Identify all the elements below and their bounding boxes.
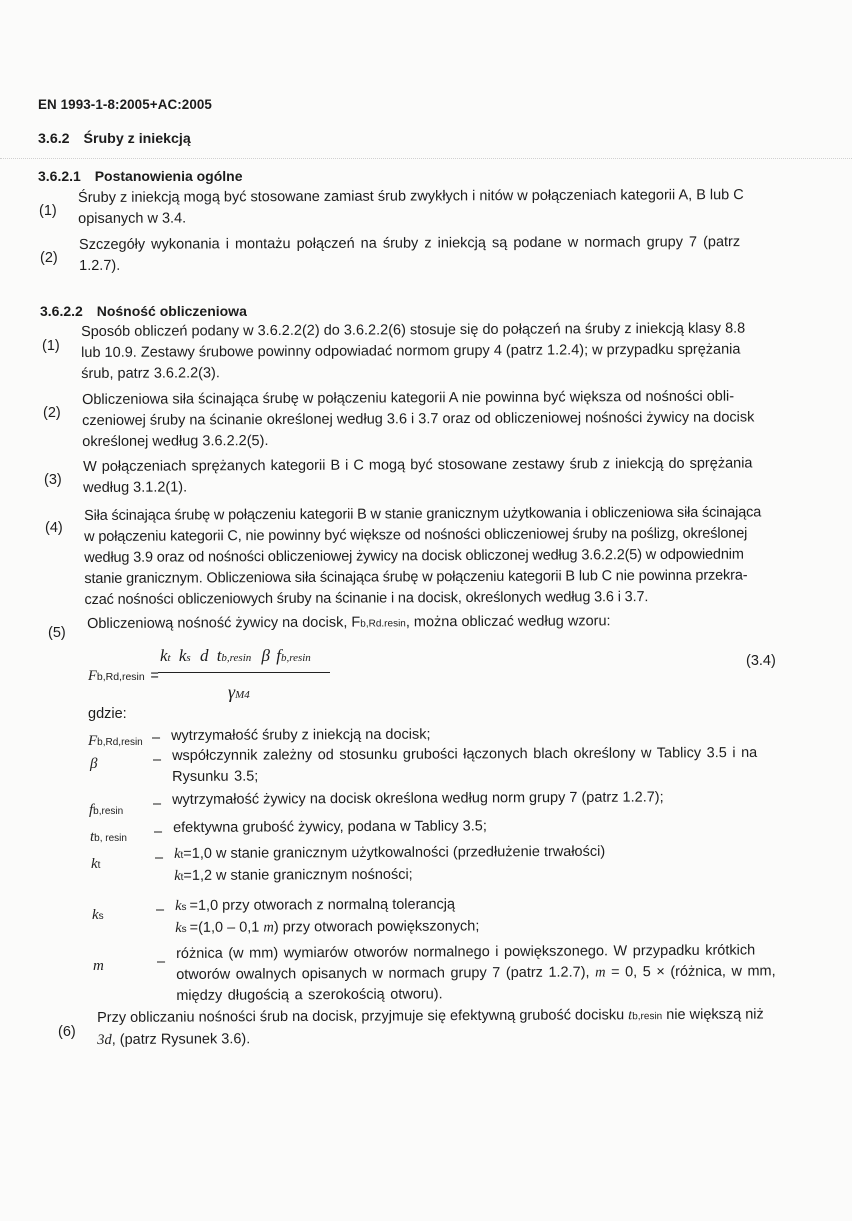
item-number: (1) xyxy=(39,203,57,219)
paragraph xyxy=(78,185,744,230)
definition-row: tb, resin xyxy=(90,829,127,845)
paragraph: Przy obliczaniu nośności śrub na docisk, przyjmuje się efektywną grubość docisku tb,resin nie większą niż 3d, (patrz Rysunek 3.6). xyxy=(97,1006,764,1048)
paragraph xyxy=(82,386,755,453)
paragraph xyxy=(79,232,740,277)
text-line: opisanych w 3.4. xyxy=(78,210,187,227)
definition-text: współczynnik zależny od stosunku grubości łączonych blach określony w Tablicy 3.5 i na Rysunku 3.5; xyxy=(172,744,758,785)
definition-text: efektywna grubość żywicy, podana w Tablicy 3.5; xyxy=(173,818,487,836)
definition-dash: – xyxy=(152,730,161,746)
text-line: określonej według 3.6.2.2(5). xyxy=(82,433,269,450)
text-line: W połączeniach sprężanych kategorii B i C mogą być stosowane zestawy śrub z iniekcją do sprężania xyxy=(83,455,753,475)
fraction-bar xyxy=(158,672,330,673)
text-line: lub 10.9. Zestawy śrubowe powinny odpowiadać normom grupy 4 (patrz 1.2.4); w przypadku sprężania xyxy=(81,341,741,361)
text-line: Szczegóły wykonania i montażu połączeń na śruby z iniekcją są podane w normach grupy 7 (patrz xyxy=(79,234,741,253)
text-line: Siła ścinająca śrubę w połączeniu kategorii B w stanie granicznym użytkowania i obliczeniowa siła ścinająca xyxy=(84,504,762,524)
item-number: (5) xyxy=(48,625,66,641)
subsection-title: Postanowienia ogólne xyxy=(94,168,243,184)
definition-row: fb,resin xyxy=(89,802,124,818)
text-line: według 3.1.2(1). xyxy=(83,479,188,496)
standard-header: EN 1993-1-8:2005+AC:2005 xyxy=(38,97,212,112)
definition-row: Fb,Rd,resin xyxy=(88,733,143,749)
subsection-number: 3.6.2.1 xyxy=(38,168,81,184)
paragraph: Obliczeniową nośność żywicy na docisk, Fb,Rd.resin, można obliczać według wzoru: xyxy=(87,613,611,632)
definition-text: kt=1,0 w stanie granicznym użytkowalności (przedłużenie trwałości) kt=1,2 w stanie granicznym nośności; xyxy=(174,843,606,884)
subsection-number: 3.6.2.2 xyxy=(40,303,83,319)
item-number: (3) xyxy=(44,472,62,488)
definition-row: kt xyxy=(91,856,101,872)
equation-number: (3.4) xyxy=(746,653,776,669)
text-line: Sposób obliczeń podany w 3.6.2.2(2) do 3.6.2.2(6) stosuje się do połączeń na śruby z iniekcją klasy 8.8 xyxy=(81,320,746,340)
item-number: (1) xyxy=(42,338,60,354)
text-line: Obliczeniowa siła ścinająca śrubę w połączeniu kategorii A nie powinna być większa od nośności obli- xyxy=(82,388,735,408)
definition-dash: – xyxy=(153,796,162,812)
definition-text: różnica (w mm) wymiarów otworów normalnego i powiększonego. W przypadku krótkich otworów owalnych opisanych w normach grupy 7 (patrz 1.2.7), m = 0, 5 × (różnica, w mm, między długością a szerokością otworu). xyxy=(176,942,776,1004)
scan-dotted-line xyxy=(0,158,852,159)
paragraph xyxy=(81,319,745,385)
text-line: śrub, patrz 3.6.2.2(3). xyxy=(81,365,220,382)
formula-denominator: γM4 xyxy=(228,682,250,702)
definition-text: ks =1,0 przy otworach z normalną tolerancją ks =(1,0 – 0,1 m) przy otworach powiększonych; xyxy=(175,896,480,936)
item-number: (6) xyxy=(58,1024,76,1040)
definition-symbol: β xyxy=(90,756,98,772)
text-line: stanie granicznym. Obliczeniowa siła ścinająca śrubę w połączeniu kategorii B lub C nie powinna przekra- xyxy=(84,567,748,587)
definition-symbol: m xyxy=(93,958,104,974)
definition-dash: – xyxy=(153,752,162,768)
where-label: gdzie: xyxy=(88,706,127,722)
definition-dash: – xyxy=(157,954,166,970)
section-number: 3.6.2 xyxy=(38,131,70,147)
section-heading xyxy=(38,131,191,147)
definition-dash: – xyxy=(155,850,164,866)
text-line: Śruby z iniekcją mogą być stosowane zamiast śrub zwykłych i nitów w połączeniach kategorii A, B lub C xyxy=(78,187,744,206)
text-line: czać nośności obliczeniowych śruby na ścinanie i na docisk, określonych według 3.6 i 3.7. xyxy=(84,589,649,608)
text-line: 1.2.7). xyxy=(79,257,121,274)
item-number: (2) xyxy=(43,405,61,421)
section-title: Śruby z iniekcją xyxy=(83,131,191,147)
formula-numerator: kt ks d tb,resin β fb,resin xyxy=(160,646,311,665)
definition-text: wytrzymałość żywicy na docisk określona według norm grupy 7 (patrz 1.2.7); xyxy=(172,789,664,808)
item-number: (2) xyxy=(40,250,58,266)
subsection-heading xyxy=(38,168,243,184)
paragraph xyxy=(83,453,753,499)
text-line: według 3.9 oraz od nośności obliczeniowej żywicy na docisk obliczonej według 3.6.2.2(5) w odpowiednim xyxy=(84,546,744,566)
item-number: (4) xyxy=(45,520,63,536)
definition-dash: – xyxy=(154,824,163,840)
definition-text: wytrzymałość śruby z iniekcją na docisk; xyxy=(171,726,431,744)
subsection-title: Nośność obliczeniowa xyxy=(96,303,247,319)
definition-dash: – xyxy=(156,902,165,918)
text-line: czeniowej śruby na ścinanie określonej według 3.6 i 3.7 oraz od obliczeniowej nośności żywicy na docisk xyxy=(82,409,755,429)
subsection-heading xyxy=(40,303,247,319)
formula-lhs: Fb,Rd,resin = xyxy=(88,668,159,684)
definition-row: ks xyxy=(92,907,104,923)
text-line: w połączeniu kategorii C, nie powinny być większe od nośności obliczeniowej śruby na poślizg, określonej xyxy=(84,525,748,545)
paragraph xyxy=(84,502,762,611)
